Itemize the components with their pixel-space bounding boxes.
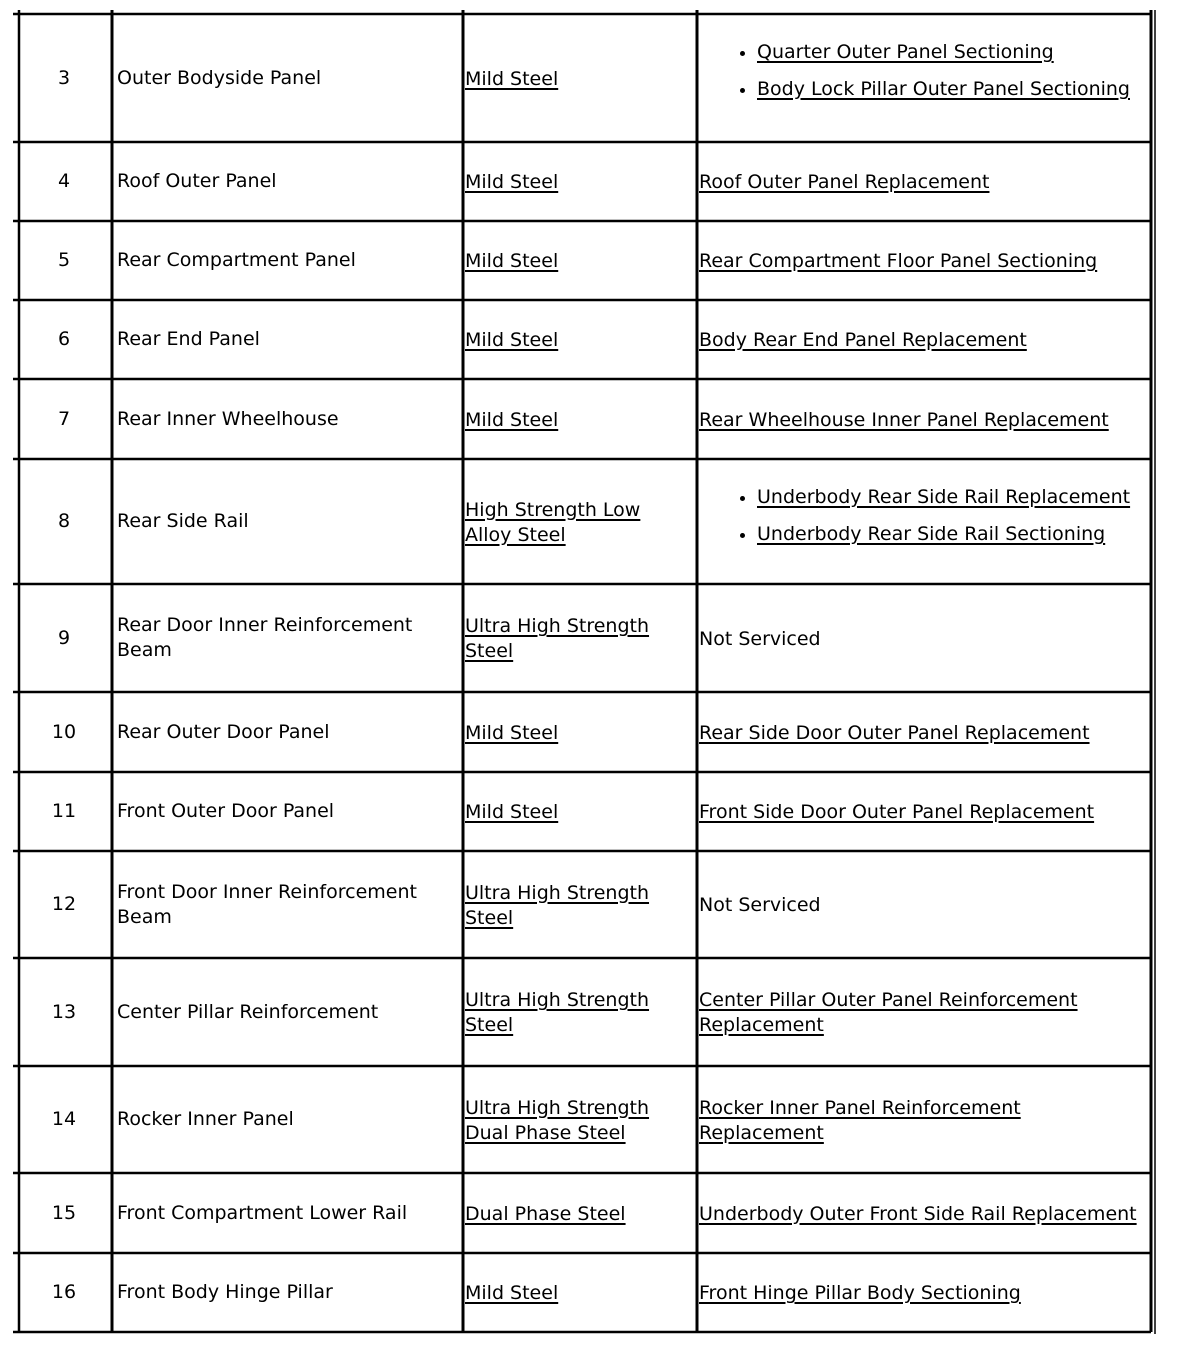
component-name: Rear Door Inner Reinforcement Beam — [117, 614, 413, 661]
procedure-list-item — [757, 485, 1130, 510]
procedure-cell — [699, 300, 1151, 379]
item-number: 12 — [51, 893, 77, 915]
table-row — [13, 1066, 1157, 1173]
component-name-cell — [117, 142, 457, 221]
material-cell — [465, 14, 691, 142]
procedure-link[interactable]: Front Hinge Pillar Body Sectioning — [699, 1282, 1021, 1304]
item-number: 10 — [51, 720, 77, 743]
component-name: Front Body Hinge Pillar — [117, 1281, 333, 1303]
component-name-cell — [117, 379, 457, 459]
table-row — [13, 851, 1157, 958]
procedure-list-item — [757, 77, 1130, 102]
material-cell — [465, 300, 691, 379]
component-name: Front Compartment Lower Rail — [117, 1201, 408, 1224]
component-name-cell — [117, 692, 457, 772]
procedure-cell — [699, 584, 1151, 692]
material-cell — [465, 692, 691, 772]
component-name: Front Outer Door Panel — [117, 800, 335, 822]
component-name: Outer Bodyside Panel — [117, 66, 322, 89]
component-name-cell — [117, 1173, 457, 1253]
material-link[interactable]: Mild Steel — [465, 171, 559, 193]
item-number: 16 — [51, 1281, 77, 1303]
table-row — [13, 14, 1157, 142]
component-name-cell — [117, 1066, 457, 1173]
table-row — [13, 300, 1157, 379]
procedure-link[interactable]: Rocker Inner Panel Reinforcement Replacement — [699, 1096, 1021, 1144]
procedure-cell — [699, 772, 1151, 851]
material-link[interactable]: Ultra High Strength Steel — [465, 989, 650, 1036]
item-number-cell — [19, 221, 109, 300]
procedure-list — [699, 14, 1130, 114]
procedure-list-item — [757, 522, 1130, 547]
parts-table — [13, 10, 1157, 1334]
procedure-cell — [699, 1253, 1151, 1332]
item-number-cell — [19, 300, 109, 379]
procedure-cell — [699, 1066, 1151, 1173]
table-row — [13, 379, 1157, 459]
procedure-status: Not Serviced — [699, 627, 821, 650]
item-number: 3 — [57, 66, 71, 89]
component-name: Rear End Panel — [117, 328, 260, 350]
item-number-cell — [19, 379, 109, 459]
material-cell — [465, 1253, 691, 1332]
procedure-cell — [699, 14, 1151, 142]
item-number: 8 — [57, 510, 71, 532]
table-row — [13, 584, 1157, 692]
item-number-cell — [19, 1066, 109, 1173]
table-row — [13, 221, 1157, 300]
component-name-cell — [117, 772, 457, 851]
material-cell — [465, 1173, 691, 1253]
item-number: 11 — [51, 800, 77, 822]
material-link[interactable]: Mild Steel — [465, 801, 559, 823]
procedure-link[interactable]: Underbody Outer Front Side Rail Replacement — [699, 1202, 1137, 1225]
item-number-cell — [19, 14, 109, 142]
table-row — [13, 772, 1157, 851]
item-number-cell — [19, 1173, 109, 1253]
procedure-link[interactable]: Rear Side Door Outer Panel Replacement — [699, 721, 1090, 744]
component-name-cell — [117, 300, 457, 379]
item-number: 5 — [57, 249, 71, 271]
procedure-cell — [699, 692, 1151, 772]
table-row — [13, 692, 1157, 772]
component-name-cell — [117, 958, 457, 1066]
procedure-link[interactable]: Rear Compartment Floor Panel Sectioning — [699, 250, 1098, 272]
item-number-cell — [19, 772, 109, 851]
procedure-link[interactable]: Underbody Rear Side Rail Replacement — [757, 486, 1131, 508]
item-number: 13 — [51, 1000, 77, 1023]
item-number: 9 — [57, 626, 71, 649]
material-cell — [465, 379, 691, 459]
material-link[interactable]: Mild Steel — [465, 329, 559, 351]
material-cell — [465, 584, 691, 692]
material-cell — [465, 142, 691, 221]
procedure-cell — [699, 459, 1151, 584]
component-name-cell — [117, 1253, 457, 1332]
procedure-link[interactable]: Underbody Rear Side Rail Sectioning — [757, 523, 1106, 545]
material-cell — [465, 459, 691, 584]
procedure-link[interactable]: Center Pillar Outer Panel Reinforcement Replacement — [699, 989, 1078, 1036]
component-name: Front Door Inner Reinforcement Beam — [117, 880, 417, 928]
component-name-cell — [117, 459, 457, 584]
component-name: Roof Outer Panel — [117, 170, 277, 192]
item-number-cell — [19, 584, 109, 692]
table-row — [13, 958, 1157, 1066]
item-number-cell — [19, 692, 109, 772]
component-name: Center Pillar Reinforcement — [117, 1000, 379, 1023]
material-cell — [465, 772, 691, 851]
material-cell — [465, 1066, 691, 1173]
material-cell — [465, 851, 691, 958]
procedure-link[interactable]: Front Side Door Outer Panel Replacement — [699, 801, 1095, 823]
material-link[interactable]: Mild Steel — [465, 1282, 559, 1304]
material-link[interactable]: Dual Phase Steel — [465, 1202, 626, 1225]
procedure-cell — [699, 221, 1151, 300]
table-row — [13, 1173, 1157, 1253]
material-link[interactable]: Mild Steel — [465, 721, 559, 744]
component-name: Rear Compartment Panel — [117, 249, 356, 271]
component-name: Rocker Inner Panel — [117, 1108, 294, 1130]
material-link[interactable]: Mild Steel — [465, 408, 559, 431]
table-row — [13, 1253, 1157, 1332]
component-name: Rear Side Rail — [117, 510, 249, 532]
component-name: Rear Inner Wheelhouse — [117, 407, 339, 430]
procedure-cell — [699, 851, 1151, 958]
item-number: 6 — [57, 328, 71, 350]
item-number-cell — [19, 851, 109, 958]
item-number: 14 — [51, 1108, 77, 1130]
material-cell — [465, 958, 691, 1066]
procedure-link[interactable]: Body Lock Pillar Outer Panel Sectioning — [757, 78, 1130, 100]
component-name: Rear Outer Door Panel — [117, 720, 330, 743]
material-link[interactable]: Mild Steel — [465, 250, 559, 272]
procedure-link[interactable]: Quarter Outer Panel Sectioning — [757, 41, 1054, 63]
component-name-cell — [117, 221, 457, 300]
procedure-link[interactable]: Body Rear End Panel Replacement — [699, 329, 1027, 351]
procedure-cell — [699, 1173, 1151, 1253]
procedure-link[interactable]: Rear Wheelhouse Inner Panel Replacement — [699, 408, 1109, 431]
material-link[interactable]: Ultra High Strength Steel — [465, 615, 650, 662]
component-name-cell — [117, 851, 457, 958]
procedure-cell — [699, 379, 1151, 459]
item-number: 4 — [57, 170, 71, 192]
material-link[interactable]: High Strength Low Alloy Steel — [465, 498, 641, 546]
procedure-cell — [699, 142, 1151, 221]
material-cell — [465, 221, 691, 300]
item-number-cell — [19, 142, 109, 221]
component-name-cell — [117, 14, 457, 142]
procedure-list-item — [757, 40, 1130, 65]
procedure-list — [699, 459, 1130, 559]
material-link[interactable]: Ultra High Strength Steel — [465, 881, 650, 929]
item-number: 15 — [51, 1201, 77, 1224]
procedure-link[interactable]: Roof Outer Panel Replacement — [699, 171, 990, 193]
table-row — [13, 459, 1157, 584]
item-number: 7 — [57, 407, 71, 430]
procedure-status: Not Serviced — [699, 894, 821, 916]
item-number-cell — [19, 958, 109, 1066]
material-link[interactable]: Mild Steel — [465, 67, 559, 90]
material-link[interactable]: Ultra High Strength Dual Phase Steel — [465, 1096, 650, 1144]
item-number-cell — [19, 1253, 109, 1332]
component-name-cell — [117, 584, 457, 692]
procedure-cell — [699, 958, 1151, 1066]
item-number-cell — [19, 459, 109, 584]
table-row — [13, 142, 1157, 221]
